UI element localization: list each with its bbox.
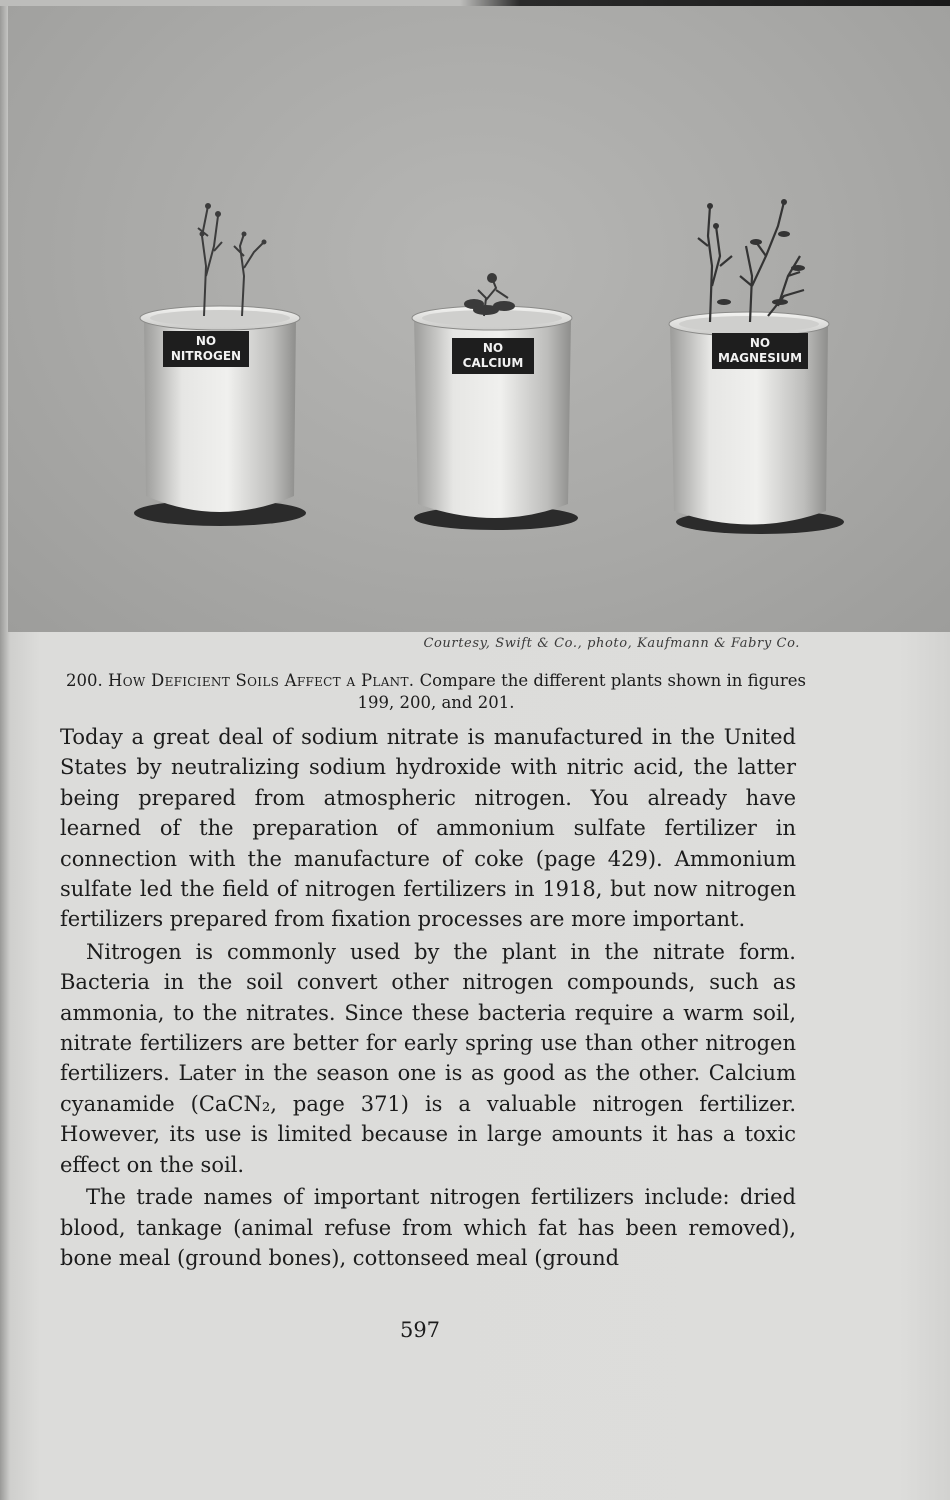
label-line1: NO <box>482 341 504 355</box>
pot-label-no-nitrogen <box>163 331 249 367</box>
label-line1: NO <box>749 336 771 350</box>
caption-text: Compare the different plants shown in figures 199, 200, and 201. <box>357 671 806 712</box>
caption-number: 200. <box>66 671 103 690</box>
label-line1: NO <box>195 334 217 348</box>
pot-label-no-magnesium <box>712 333 808 369</box>
label-line2: MAGNESIUM <box>717 351 803 365</box>
caption-title: How Deficient Soils Affect a Plant. <box>108 671 415 690</box>
pot-label-no-calcium <box>452 338 534 374</box>
paragraph-1: Today a great deal of sodium nitrate is manufactured in the United States by neutralizing sodium hydroxide with nitric acid, the latter being prepared from atmospheric nitrogen. You already have learned of the preparation of ammonium sulfate fertilizer in connection with the manufacture of coke (page 429). Ammonium sulfate led the field of nitrogen fertilizers in 1918, but now nitrogen fertilizers prepared from fixation processes are more important. <box>60 725 796 932</box>
pot-no-calcium <box>412 274 578 530</box>
label-line2: NITROGEN <box>170 349 242 363</box>
figure-photo <box>8 6 950 632</box>
photo-credit: Courtesy, Swift & Co., photo, Kaufmann & Fabry Co. <box>423 636 800 651</box>
plant-pots-illustration <box>8 6 950 632</box>
page-number: 597 <box>399 1318 441 1342</box>
body-text <box>60 722 796 1273</box>
paragraph-2: Nitrogen is commonly used by the plant in the nitrate form. Bacteria in the soil convert other nitrogen compounds, such as ammonia, to the nitrates. Since these bacteria require a warm soil, nitrate fertilizers are better for early spring use than other nitrogen fertilizers. Later in the season one is as good as the other. Calcium cyanamide (CaCN₂, page 371) is a valuable nitrogen fertilizer. However, its use is limited because in large amounts it has a toxic effect on the soil. <box>60 939 796 1177</box>
paragraph-3: The trade names of important nitrogen fertilizers include: dried blood, tankage (animal refuse from which fat has been removed), bone meal (ground bones), cottonseed meal (ground <box>60 1185 796 1270</box>
figure-caption <box>66 670 806 714</box>
label-line2: CALCIUM <box>462 356 524 370</box>
